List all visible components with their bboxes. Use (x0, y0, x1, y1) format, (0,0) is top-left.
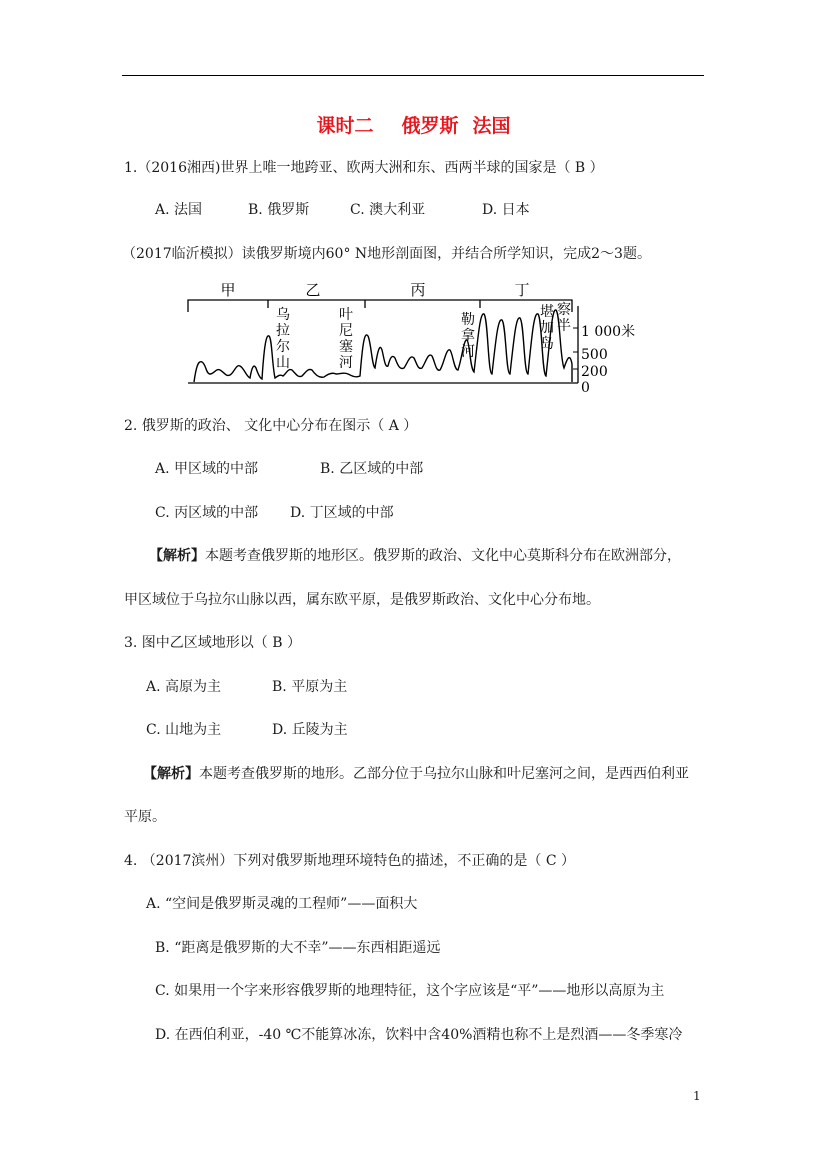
q2-analysis-text: 本题考查俄罗斯的地形区。俄罗斯的政治、文化中心莫斯科分布在欧洲部分， (205, 548, 681, 564)
label-char: 河 (461, 344, 475, 360)
q3-analysis-line2: 平原。 (124, 809, 166, 825)
page-number: 1 (693, 1089, 701, 1103)
label-char: 勒 (461, 312, 475, 328)
q2-analysis-tag: 【解析】 (149, 548, 205, 564)
scale-500: 500 (581, 347, 608, 363)
label-char: 山 (276, 355, 290, 371)
q2-option-b: B. 乙区域的中部 (320, 461, 424, 477)
label-char: 塞 (339, 339, 353, 355)
region-yi: 乙 (305, 281, 321, 299)
lena-river-label (461, 311, 475, 360)
q3-analysis-tag: 【解析】 (143, 766, 199, 782)
intro-text: （2017临沂模拟）读俄罗斯境内60° N地形剖面图，并结合所学知识，完成2～3题。 (122, 246, 651, 262)
label-char: 尔 (276, 339, 290, 355)
label-char: 堪 (540, 304, 554, 320)
q4-option-d: D. 在西伯利亚，-40 ℃不能算冰冻，饮料中含40%酒精也称不上是烈酒——冬季寒冷 (155, 1027, 683, 1043)
q2-option-a: A. 甲区域的中部 (155, 461, 259, 477)
q2-analysis-line1 (149, 547, 681, 565)
q2-stem: 2. 俄罗斯的政治、 文化中心分布在图示（ A ） (124, 418, 418, 434)
q2-option-d: D. 丁区域的中部 (290, 505, 394, 521)
scale-1000: 1 000米 (581, 324, 636, 340)
q3-option-a: A. 高原为主 (146, 679, 222, 695)
q1-option-d: D. 日本 (482, 202, 530, 218)
q1-option-c: C. 澳大利亚 (350, 202, 426, 218)
label-char: 半 (557, 318, 571, 334)
yenisei-river-label (339, 307, 353, 371)
q3-option-c: C. 山地为主 (146, 722, 222, 738)
terrain-profile-diagram (180, 278, 700, 398)
q3-stem: 3. 图中乙区域地形以（ B ） (124, 635, 301, 651)
q4-stem: 4. （2017滨州）下列对俄罗斯地理环境特色的描述，不正确的是（ C ） (124, 853, 576, 869)
q3-option-d: D. 丘陵为主 (272, 722, 348, 738)
header-rule (122, 75, 704, 76)
label-char: 察 (557, 302, 571, 318)
page-title (0, 111, 827, 138)
label-char: 河 (339, 355, 353, 371)
title-lesson: 课时二 (316, 115, 374, 137)
label-char: 尼 (339, 323, 353, 339)
label-char: 拉 (276, 323, 290, 339)
region-bracket (188, 300, 572, 312)
q4-option-c: C. 如果用一个字来形容俄罗斯的地理特征，这个字应该是“平”——地形以高原为主 (155, 983, 665, 999)
title-russia: 俄罗斯 (401, 115, 459, 137)
q2-analysis-line2: 甲区域位于乌拉尔山脉以西，属东欧平原，是俄罗斯政治、文化中心分布地。 (124, 592, 600, 608)
q3-option-b: B. 平原为主 (272, 679, 348, 695)
q3-analysis-text: 本题考查俄罗斯的地形。乙部分位于乌拉尔山脉和叶尼塞河之间，是西西伯利亚 (199, 766, 689, 782)
title-france: 法国 (472, 115, 511, 137)
q1-option-b: B. 俄罗斯 (248, 202, 310, 218)
q2-option-c: C. 丙区域的中部 (155, 505, 259, 521)
region-ding: 丁 (514, 281, 530, 299)
label-char: 拿 (461, 328, 475, 344)
q3-analysis-line1 (143, 765, 689, 783)
label-char: 乌 (276, 307, 290, 323)
scale-0: 0 (581, 380, 590, 396)
q4-option-a: A. “空间是俄罗斯灵魂的工程师”——面积大 (146, 896, 418, 912)
label-char: 叶 (339, 307, 353, 323)
scale-200: 200 (581, 364, 608, 380)
region-bing: 丙 (410, 281, 426, 299)
ural-mountains-label (276, 307, 290, 371)
region-jia: 甲 (220, 281, 236, 299)
q4-option-b: B. “距离是俄罗斯的大不幸”——东西相距遥远 (155, 940, 441, 956)
label-char: 岛 (540, 336, 554, 352)
q1-option-a: A. 法国 (155, 202, 203, 218)
q1-stem: 1.（2016湘西)世界上唯一地跨亚、欧两大洲和东、西两半球的国家是（ B ） (124, 160, 604, 176)
label-char: 加 (540, 320, 554, 336)
terrain-line (194, 310, 572, 382)
